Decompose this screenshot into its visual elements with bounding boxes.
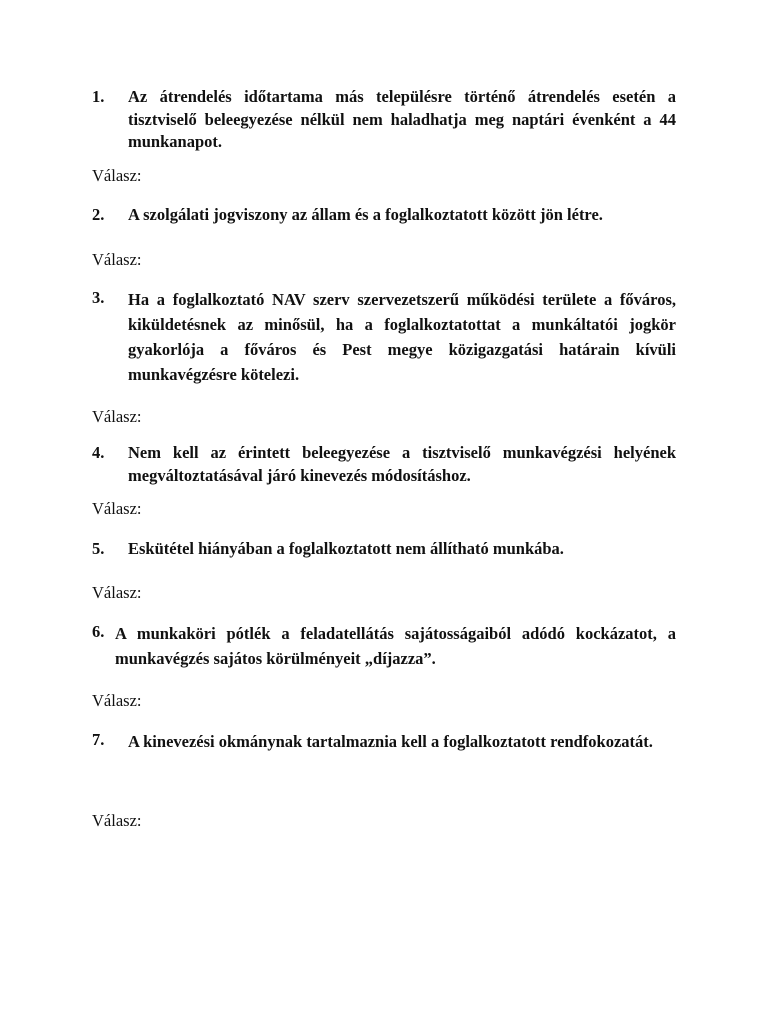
question-1 bbox=[92, 86, 676, 154]
question-number: 7. bbox=[92, 730, 105, 749]
question-text: Ha a foglalkoztató NAV szerv szervezetszerű működési területe a főváros, kiküldetésnek az minősül, ha a foglalkoztatottat a munkáltatói jogkör gyakorlója a főváros és Pest megye közigazgatási határain kívüli munkavégzésre kötelezi. bbox=[128, 290, 676, 384]
question-text: A kinevezési okmánynak tartalmaznia kell a foglalkoztatott rendfokozatát. bbox=[128, 732, 653, 751]
question-number: 6. bbox=[92, 622, 105, 641]
answer-label: Válasz: bbox=[92, 250, 142, 269]
answer-label: Válasz: bbox=[92, 499, 142, 518]
answer-label: Válasz: bbox=[92, 407, 142, 426]
question-number: 1. bbox=[92, 87, 105, 106]
question-text: A munkaköri pótlék a feladatellátás sajátosságaiból adódó kockázatot, a munkavégzés sajátos körülményeit „díjazza”. bbox=[115, 624, 676, 668]
question-7 bbox=[92, 729, 676, 754]
question-text: Nem kell az érintett beleegyezése a tisztviselő munkavégzési helyének megváltoztatásával járó kinevezés módosításhoz. bbox=[128, 443, 676, 485]
answer-label: Válasz: bbox=[92, 166, 142, 185]
question-text: Az átrendelés időtartama más településre történő átrendelés esetén a tisztviselő beleegyezése nélkül nem haladhatja meg naptári évenként a 44 munkanapot. bbox=[128, 87, 676, 151]
question-3 bbox=[92, 287, 676, 387]
question-number: 5. bbox=[92, 539, 105, 558]
answer-label: Válasz: bbox=[92, 583, 142, 602]
question-6 bbox=[92, 621, 676, 671]
question-text: A szolgálati jogviszony az állam és a foglalkoztatott között jön létre. bbox=[128, 205, 603, 224]
question-number: 3. bbox=[92, 288, 105, 307]
question-number: 2. bbox=[92, 205, 105, 224]
answer-label: Válasz: bbox=[92, 691, 142, 710]
answer-label: Válasz: bbox=[92, 811, 142, 830]
question-2 bbox=[92, 204, 676, 227]
question-text: Eskütétel hiányában a foglalkoztatott nem állítható munkába. bbox=[128, 539, 564, 558]
question-number: 4. bbox=[92, 443, 105, 462]
question-4 bbox=[92, 442, 676, 487]
question-5 bbox=[92, 538, 676, 561]
